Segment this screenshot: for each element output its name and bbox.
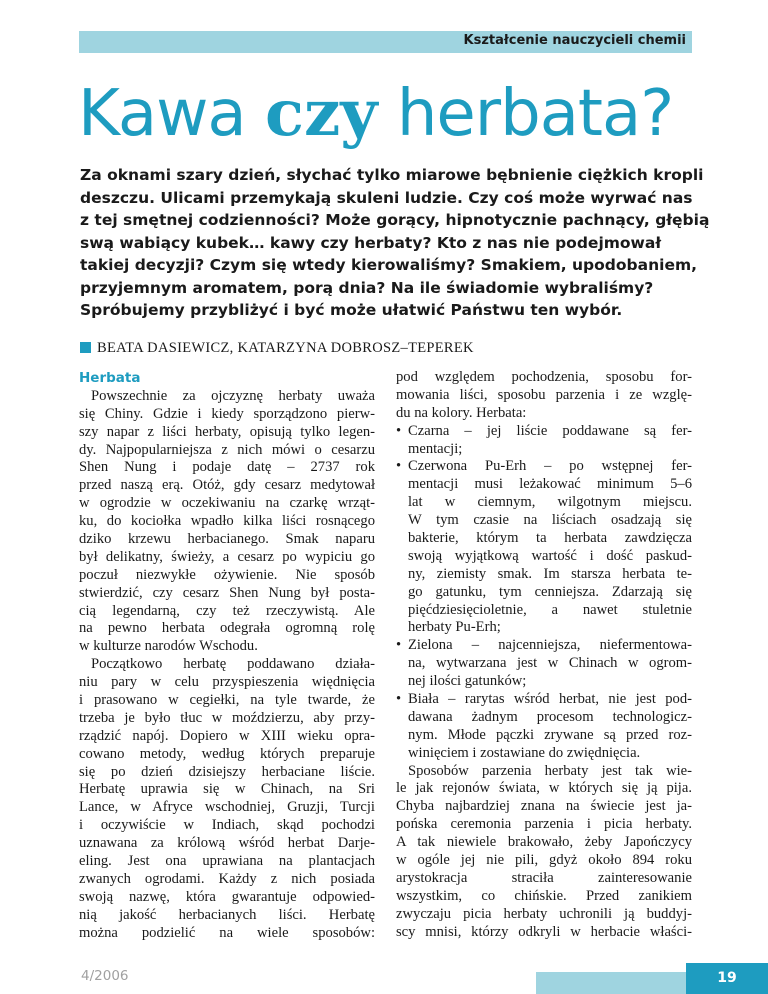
- text-line-content: cią legendarną, czy też rzeczywistą. Ale: [79, 602, 375, 619]
- text-line: [396, 566, 692, 584]
- text-line: [396, 441, 692, 459]
- bullet-icon: •: [396, 637, 402, 654]
- text-line: [396, 387, 692, 405]
- page-number: 19: [686, 963, 768, 994]
- text-line: [79, 674, 375, 692]
- title-part-2: czy: [264, 76, 378, 151]
- text-line: [396, 673, 692, 691]
- article-title: [78, 74, 673, 154]
- text-line-content: pięćdziesięcioletnie, a nawet stuletnie: [408, 601, 692, 618]
- text-line: [79, 638, 375, 656]
- text-line: [396, 780, 692, 798]
- text-line: [396, 530, 692, 548]
- text-line: [79, 764, 375, 782]
- text-line-content: Shen Nung i podaje datę – 2737 rok: [79, 459, 375, 476]
- text-line: [79, 513, 375, 531]
- text-line: [396, 619, 692, 637]
- text-line: [79, 781, 375, 799]
- text-line-content: i prasowano w cegiełki, na tyle twarde, że: [79, 692, 375, 709]
- text-line-content: ku, do kociołka wpadło kilka liści rosnącego: [79, 513, 375, 530]
- text-line: [79, 620, 375, 638]
- issue-number: 4/2006: [81, 968, 129, 984]
- text-line-content: Sposobów parzenia herbaty jest tak wie-: [408, 762, 692, 779]
- lead-line: swą wabiący kubek… kawy czy herbaty? Kto z nas nie podejmował: [80, 233, 662, 252]
- text-line: [396, 369, 692, 387]
- text-line-content: A tak niewiele brakowało, żeby Japończycy: [396, 834, 692, 851]
- text-line-content: W tym czasie na liściach osadzają się: [408, 512, 692, 529]
- text-line: [396, 709, 692, 727]
- text-line-content: niu pary w celu przyspieszenia więdnięcia: [79, 674, 375, 691]
- text-line: [79, 388, 375, 406]
- text-line: [79, 459, 375, 477]
- text-line-content: Biała – rarytas wśród herbat, nie jest pod-: [408, 691, 692, 708]
- text-line: [396, 637, 692, 655]
- text-line: [79, 692, 375, 710]
- text-line-content: bakterie, którym ta herbata zawdzięcza: [408, 530, 692, 547]
- lead-line: przyjemnym aromatem, porą dnia? Na ile świadomie wybraliśmy?: [80, 278, 654, 297]
- text-line: [396, 816, 692, 834]
- text-line: [396, 745, 692, 763]
- text-line-content: dawana żadnym procesom technologicz-: [408, 708, 692, 725]
- lead-line: Spróbujemy przybliżyć i być może ułatwić Państwu ten wybór.: [80, 301, 623, 319]
- text-line: [396, 476, 692, 494]
- article-lead: [80, 164, 710, 322]
- text-line: [396, 494, 692, 512]
- text-line: [396, 602, 692, 620]
- text-line-content: wszystkim, co chińskie. Przed zanikiem: [396, 887, 692, 904]
- text-line: [396, 870, 692, 888]
- text-line: [396, 405, 692, 423]
- title-part-3: herbata?: [377, 77, 674, 151]
- text-line: [79, 871, 375, 889]
- text-line-content: pod względem pochodzenia, sposobu for-: [396, 369, 692, 385]
- text-line: [79, 656, 375, 674]
- text-line: [79, 799, 375, 817]
- lead-line: Za oknami szary dzień, słychać tylko miarowe bębnienie ciężkich kropli: [80, 166, 704, 184]
- text-line: [396, 906, 692, 924]
- text-line-content: był delikatny, świeży, a cesarz po wypiciu go: [79, 548, 375, 565]
- text-line-content: rządzić napój. Dopiero w XIII wieku opra-: [79, 727, 375, 744]
- text-line: [79, 710, 375, 728]
- text-line: [79, 907, 375, 925]
- text-line-content: trzeba je było tłuc w moździerzu, aby przy-: [79, 709, 375, 726]
- text-line-content: Czerwona Pu-Erh – po wstępnej fer-: [408, 458, 692, 475]
- text-line: [396, 512, 692, 530]
- text-line-content: scy mnisi, którzy odkryli w herbacie właści-: [396, 923, 692, 940]
- footer-bar: [536, 972, 686, 994]
- text-line-content: dziko krzewu herbacianego. Smak naparu: [79, 531, 375, 548]
- text-line-content: na, wytwarzana jest w Chinach w ogrom-: [408, 655, 692, 672]
- text-line-content: w ogrodzie w oczekiwaniu na czarkę wrząt-: [79, 495, 375, 512]
- text-line: [79, 853, 375, 871]
- text-line: [396, 924, 692, 942]
- text-line: [79, 567, 375, 585]
- section-header-bar: [79, 31, 692, 53]
- text-line-content: lat w ciemnym, wilgotnym miejscu.: [408, 494, 692, 511]
- text-line-content: nej ilości gatunków;: [408, 673, 527, 690]
- text-line: [396, 852, 692, 870]
- text-line-content: mentacji;: [408, 440, 463, 457]
- title-part-1: Kawa: [78, 77, 265, 151]
- text-line-content: mowania liści, sposobu parzenia i ze wzglę-: [396, 386, 692, 403]
- text-line: [79, 549, 375, 567]
- text-line-content: zwyczaju picia herbaty uchronili ją buddyj-: [396, 905, 692, 922]
- text-line-content: winięciem i zostawiane do zwiędnięcia.: [408, 744, 641, 761]
- text-line-content: Początkowo herbatę poddawano działa-: [91, 656, 375, 673]
- text-line-content: zwanych ogrodami. Każdy z nich posiada: [79, 870, 375, 887]
- text-line-content: cowano metody, według których preparuje: [79, 745, 375, 762]
- lead-line: takiej decyzji? Czym się wtedy kierowaliśmy? Smakiem, upodobaniem,: [80, 256, 697, 274]
- text-line: [79, 603, 375, 621]
- text-line-content: le jak rejonów świata, w których się ją pija.: [396, 780, 692, 797]
- text-line-content: Czarna – jej liście poddawane są fer-: [408, 422, 692, 439]
- text-line-content: Lance, w Afryce wschodniej, Gruzji, Turcji: [79, 799, 375, 816]
- text-line-content: Powszechnie za ojczyznę herbaty uważa: [91, 387, 375, 404]
- text-line-content: swoją wyjątkową wartość i dość paskud-: [408, 547, 692, 564]
- text-line-content: się Chiny. Gdzie i kiedy sporządzono pierw-: [79, 405, 375, 422]
- authors-line: [80, 340, 474, 357]
- text-line-content: dy. Najpopularniejsza z nich mówi o cesarzu: [79, 441, 375, 458]
- text-line: [79, 477, 375, 495]
- right-column: [396, 369, 692, 942]
- text-line: [79, 925, 375, 943]
- text-line-content: w ogóle jej nie pili, gdyż około 894 roku: [396, 852, 692, 869]
- lead-line: deszczu. Ulicami przemykają skuleni ludzie. Czy coś może wyrwać nas: [80, 188, 693, 207]
- text-line: [396, 423, 692, 441]
- text-line: [79, 817, 375, 835]
- text-line-content: można podzielić na wiele sposobów:: [79, 924, 375, 941]
- bullet-icon: •: [396, 691, 402, 708]
- text-line: [79, 406, 375, 424]
- text-line-content: du na kolory. Herbata:: [396, 404, 527, 421]
- text-line-content: stwierdzić, czy cesarz Shen Nung był posta-: [79, 584, 375, 601]
- text-line-content: nią jakość herbacianych liści. Herbatę: [79, 906, 375, 923]
- text-line-content: go gatunku, tym cenniejsza. Zdarzają się: [408, 583, 692, 600]
- section-label: Kształcenie nauczycieli chemii: [463, 33, 686, 48]
- text-line: [396, 834, 692, 852]
- text-line: [396, 763, 692, 781]
- text-line: [396, 458, 692, 476]
- text-line-content: ny, ziemisty smak. Im starsza herbata te-: [408, 565, 692, 582]
- bullet-icon: •: [396, 422, 402, 439]
- section-heading: Herbata: [79, 370, 141, 386]
- text-line-content: nym. Młode pączki zrywane są przed roz-: [408, 726, 692, 743]
- text-line: [79, 835, 375, 853]
- text-line-content: Herbatę uprawia się w Chinach, na Sri: [79, 781, 375, 798]
- text-line: [396, 548, 692, 566]
- text-line-content: herbaty Pu-Erh;: [408, 619, 501, 636]
- text-line-content: eling. Jest ona uprawiana na plantacjach: [79, 853, 375, 870]
- text-line-content: Chyba najbardziej znana na świecie jest ja-: [396, 798, 692, 815]
- text-line: [396, 798, 692, 816]
- text-line-content: poczuł niezwykłe ożywienie. Nie sposób: [79, 566, 375, 583]
- text-line-content: uznawana za królową wśród herbat Darje-: [79, 835, 375, 852]
- text-line: [396, 584, 692, 602]
- bullet-icon: •: [396, 458, 402, 475]
- text-line: [396, 655, 692, 673]
- text-line-content: się po dzień dzisiejszy herbaciane liście.: [79, 763, 375, 780]
- text-line: [79, 495, 375, 513]
- text-line-content: na pewno herbata odegrała ogromną rolę: [79, 620, 375, 637]
- lead-line: z tej smętnej codzienności? Może gorący, hipnotycznie pachnący, głębią: [80, 211, 710, 229]
- text-line-content: w kulturze narodów Wschodu.: [79, 638, 258, 655]
- text-line-content: przed naszą erą. Otóż, gdy cesarz medytował: [79, 477, 375, 494]
- author-marker-square: [80, 342, 91, 353]
- text-line: [79, 728, 375, 746]
- text-line: [79, 442, 375, 460]
- text-line: [79, 424, 375, 442]
- text-line-content: Zielona – najcenniejsza, niefermentowa-: [408, 637, 692, 654]
- text-line: [79, 585, 375, 603]
- text-line: [396, 691, 692, 709]
- text-line: [396, 888, 692, 906]
- text-line: [79, 531, 375, 549]
- authors: BEATA DASIEWICZ, KATARZYNA DOBROSZ–TEPEREK: [97, 340, 474, 356]
- text-line: [79, 746, 375, 764]
- text-line-content: mentacji musi leżakować minimum 5–6: [408, 476, 692, 493]
- left-column: [79, 370, 375, 943]
- text-line-content: arystokracja straciła zainteresowanie: [396, 869, 692, 886]
- text-line-content: pońska ceremonia parzenia i picia herbaty.: [396, 816, 692, 833]
- text-line-content: szy napar z liści herbaty, opisują tylko legen-: [79, 423, 375, 440]
- text-line-content: i oczywiście w Indiach, skąd pochodzi: [79, 817, 375, 834]
- text-line: [79, 889, 375, 907]
- text-line-content: swoją nazwę, która gwarantuje odpowied-: [79, 888, 375, 905]
- text-line: [396, 727, 692, 745]
